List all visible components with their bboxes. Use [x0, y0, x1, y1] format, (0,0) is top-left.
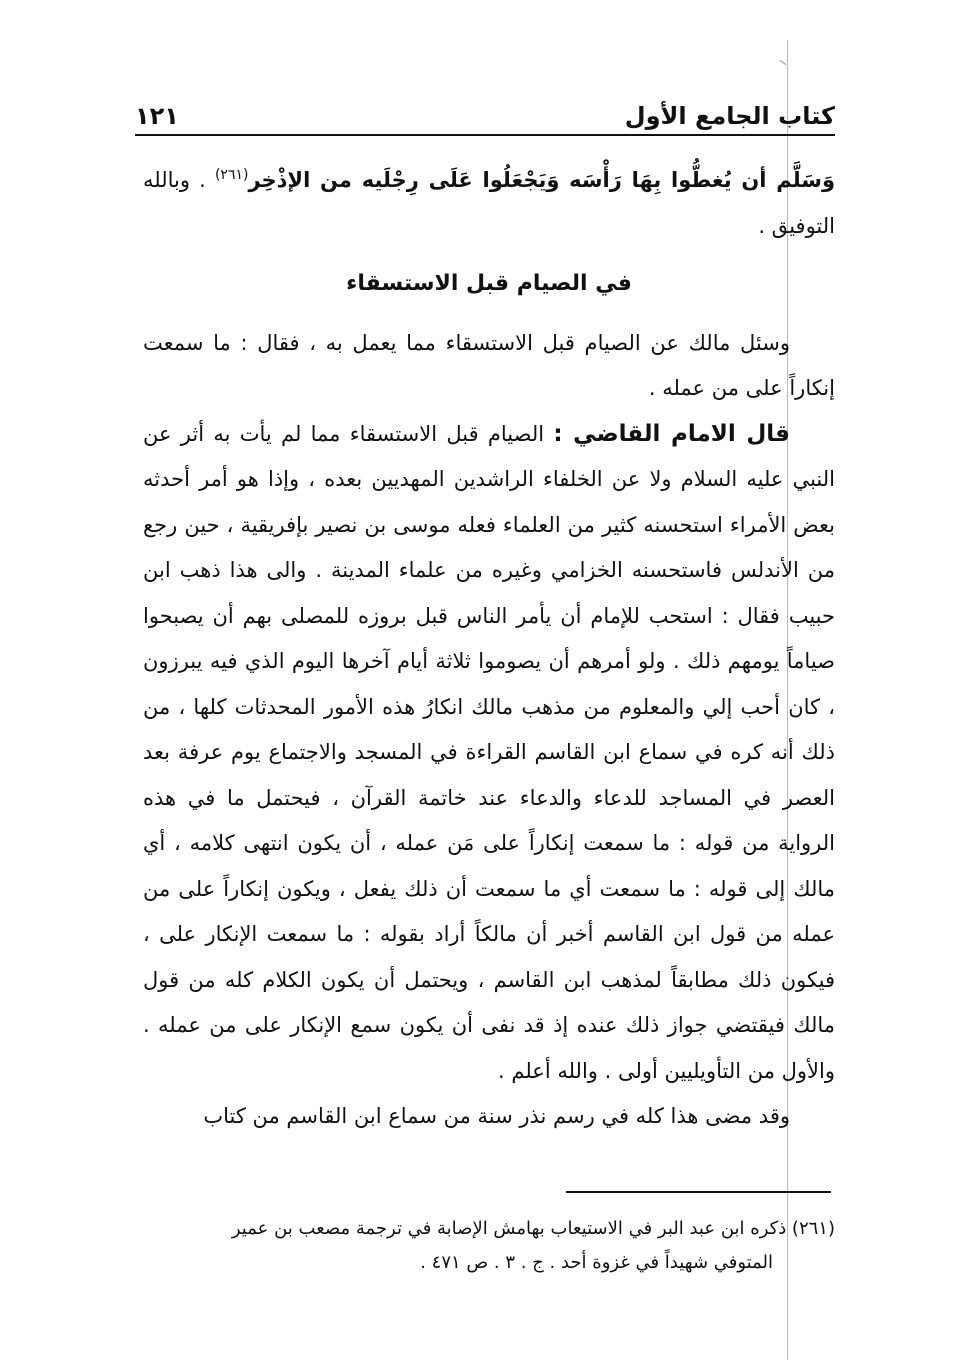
closing-paragraph: وقد مضى هذا كله في رسم نذر سنة من سماع ابن القاسم من كتاب	[203, 1104, 790, 1128]
footnote-line-2: المتوفي شهيداً في غزوة أحد . ج . ٣ . ص ٤٧١ .	[420, 1252, 773, 1273]
main-text	[143, 158, 835, 1140]
opening-paragraph	[143, 158, 835, 249]
page-number: ١٢١	[135, 102, 179, 130]
commentary-text: الصيام قبل الاستسقاء مما لم يأت به أثر عن النبي عليه السلام ولا عن الخلفاء الراشدين المهديين بعده ، وإذا هو أمر أحدثه بعض الأمراء استحسنه كثير من العلماء فعله موسى بن نصير بإفريقية ، حين رجع من الأندلس فاستحسنه الخزامي وغيره من علماء المدينة . والى هذا ذهب ابن حبيب فقال : استحب للإمام أن يأمر الناس قبل بروزه للمصلى بهم أن يصبحوا صياماً يومهم ذلك . ولو أمرهم أن يصوموا ثلاثة أيام آخرها اليوم الذي فيه يبرزون ، كان أحب إلي والمعلوم من مذهب مالك انكارُ هذه الأمور المحدثات كلها ، من ذلك أنه كره في سماع ابن القاسم القراءة في المسجد والاجتماع يوم عرفة بعد العصر في المساجد للدعاء والدعاء عند خاتمة القرآن ، فيحتمل ما في هذه الرواية من قوله : ما سمعت إنكاراً على مَن عمله ، أن يكون انتهى كلامه ، أي مالك إلى قوله : ما سمعت أي ما سمعت أن ذلك يفعل ، ويكون إنكاراً على من عمله من قول ابن القاسم أخبر أن مالكاً أراد بقوله : ما سمعت الإنكار على ، فيكون ذلك مطابقاً لمذهب ابن القاسم ، ويحتمل أن يكون الكلام كله من قول مالك فيقتضي جواز ذلك عنده إذ قد نفى أن يكون سمع الإنكار على من عمله . والأول من التأويليين أولى . والله أعلم .	[143, 421, 835, 1083]
commentary-paragraph	[143, 412, 835, 1095]
footnote-line-1: (٢٦١) ذكره ابن عبد البر في الاستيعاب بهامش الإصابة في ترجمة مصعب بن عمير	[231, 1218, 835, 1239]
footnote-reference: (٢٦١)	[214, 167, 249, 183]
speaker-label: قال الامام القاضي :	[553, 420, 790, 447]
hadith-text: وَسَلَّم أن يُغطُّوا بِهَا رَأْسَه وَيَجْعَلُوا عَلَى رِجْلَيه من الإذْخِر	[248, 168, 835, 192]
section-heading: في الصيام قبل الاستسقاء	[346, 271, 632, 296]
footnote-rule	[566, 1191, 831, 1193]
page-header	[135, 96, 835, 136]
running-title: كتاب الجامع الأول	[624, 102, 835, 130]
header-rule	[135, 134, 835, 136]
opening-tail: . وبالله التوفيق .	[143, 168, 835, 238]
question-paragraph: وسئل مالك عن الصيام قبل الاستسقاء مما يعمل به ، فقال : ما سمعت إنكاراً على من عمله .	[143, 330, 835, 400]
scan-mark	[779, 60, 786, 65]
footnote	[143, 1212, 835, 1280]
